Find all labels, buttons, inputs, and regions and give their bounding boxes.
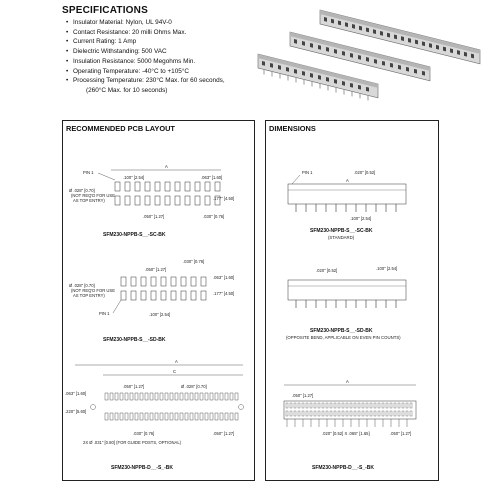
specifications-title: SPECIFICATIONS [62, 5, 148, 16]
pcb3-dim-220: .220" [5.60] [65, 409, 87, 414]
dim3-dim-bottom: .020" [0.52] X .065" [1.65] [322, 431, 370, 436]
pcb1-dim-050: .050" [1.27] [143, 214, 165, 219]
dim3-dim-050: .050" [1.27] [292, 393, 314, 398]
spec-item: • Current Rating: 1 Amp [66, 37, 225, 47]
spec-item: • Contact Resistance: 20 milli Ohms Max. [66, 28, 225, 38]
spec-item: • Insulation Resistance: 5000 Megohms Min. [66, 57, 225, 67]
pcb1-dim-100: .100" [2.54] [123, 175, 145, 180]
pcb1-part-number: SFM230-NPPB-S__-SC-BK [103, 232, 166, 238]
dimensions-view-standard [266, 160, 436, 245]
pcb3-hole-dia: Ø .028" [0.70] [181, 384, 207, 389]
spec-item: • Operating Temperature: -40°C to +105°C [66, 67, 225, 77]
pcb2-dim-030: .030" [0.76] [183, 259, 205, 264]
dim3-dim-050b: .050" [1.27] [390, 431, 412, 436]
pcb1-dim-063: .063" [1.60] [201, 175, 223, 180]
dim1-sub: (STANDARD) [328, 235, 355, 240]
dimensions-view-dual [266, 355, 436, 475]
pcb3-dim-c: C [173, 369, 177, 374]
pcb3-dim-050b: .050" [1.27] [213, 431, 235, 436]
pcb1-hole-note1: (NOT REQ'D FOR USE [71, 193, 115, 198]
dimensions-title: DIMENSIONS [269, 124, 316, 133]
pcb3-dim-a: A [175, 359, 178, 364]
dim1-dim-a: A [346, 178, 349, 183]
pcb1-hole-note2: AS TOP ENTRY) [73, 198, 105, 203]
connector-product-image [250, 2, 490, 108]
dim2-sub: (OPPOSITE BEND, APPLICABLE ON EVEN PIN COUNTS) [286, 335, 401, 340]
pcb3-part-number: SFM230-NPPB-D__-S_-BK [111, 465, 173, 471]
pcb1-hole-dia: Ø .028" [0.70] [69, 188, 95, 193]
pcb2-dim-063: .063" [1.60] [213, 275, 235, 280]
pcb-layout-diagram-sd [63, 255, 252, 345]
pcb-layout-diagram-sc [63, 158, 252, 243]
dimensions-view-opposite [266, 258, 436, 346]
pcb2-dim-100: .100" [2.54] [149, 312, 171, 317]
pcb2-hole-note2: AS TOP ENTRY) [73, 293, 105, 298]
dim1-pin-label: PIN 1 [302, 170, 313, 175]
pcb3-guide-note: 2X Ø .031" [0.80] (FOR GUIDE POSTS, OPTIONAL) [83, 440, 182, 445]
spec-item: • Processing Temperature: 230°C Max. for 60 seconds, [66, 76, 225, 86]
pcb2-part-number: SFM230-NPPB-S__-SD-BK [103, 337, 166, 343]
dim3-dim-a: A [346, 379, 349, 384]
pcb3-dim-030: .030" [0.76] [133, 431, 155, 436]
dim1-dim-020: .020" [0.52] [354, 170, 376, 175]
pcb2-hole-dia: Ø .028" [0.70] [69, 283, 95, 288]
pcb2-dim-177: .177" [4.50] [213, 291, 235, 296]
dim2-dim-100: .100" [2.54] [376, 266, 398, 271]
dim1-dim-100: .100" [2.54] [350, 216, 372, 221]
dim2-dim-020: .020" [0.52] [316, 268, 338, 273]
dim2-part-number: SFM230-NPPB-S__-SD-BK [310, 328, 373, 334]
pcb-layout-title: RECOMMENDED PCB LAYOUT [66, 124, 175, 133]
pcb2-pin-label: PIN 1 [99, 311, 110, 316]
pcb2-dim-050: .050" [1.27] [145, 267, 167, 272]
dim3-part-number: SFM230-NPPB-D__-S_-BK [312, 465, 374, 471]
pcb1-dim-177: .177" [4.50] [213, 196, 235, 201]
pcb3-dim-050: .050" [1.27] [123, 384, 145, 389]
pcb1-dim-a: A [165, 164, 168, 169]
spec-item-continuation: (260°C Max. for 10 seconds) [86, 86, 168, 94]
pcb1-pin-label: PIN 1 [83, 170, 94, 175]
pcb2-hole-note1: (NOT REQ'D FOR USE [71, 288, 115, 293]
specifications-list [66, 18, 225, 96]
pcb1-dim-030: .030" [0.76] [203, 214, 225, 219]
dim1-part-number: SFM230-NPPB-S__-SC-BK [310, 228, 373, 234]
spec-item: • Dielectric Withstanding: 500 VAC [66, 47, 225, 57]
pcb-layout-diagram-dual [63, 355, 252, 475]
pcb3-dim-063: .063" [1.60] [65, 391, 87, 396]
spec-item: • Insulator Material: Nylon, UL 94V-0 [66, 18, 225, 28]
